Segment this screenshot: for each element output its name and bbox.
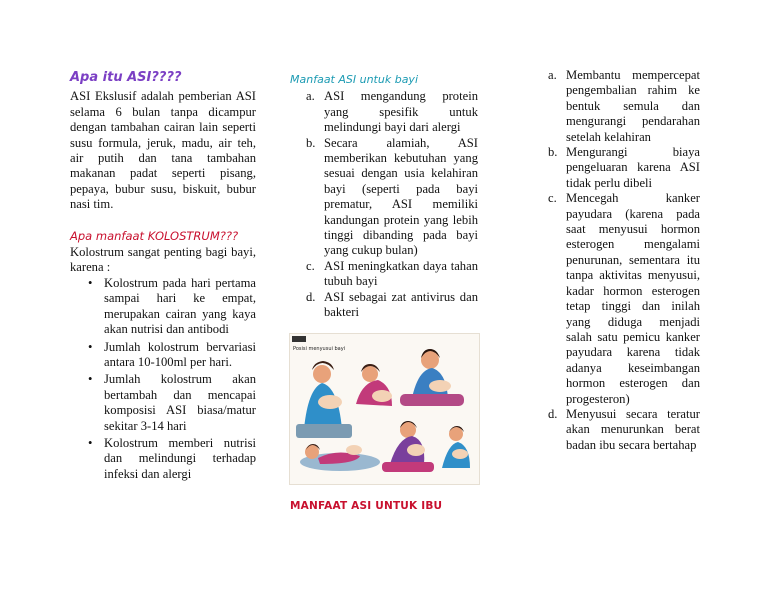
mother-football-hold: [400, 349, 464, 406]
heading-manfaat-asi-ibu: MANFAAT ASI UNTUK IBU: [290, 500, 443, 512]
breastfeeding-positions-illustration: [289, 333, 480, 485]
list-item-text: Kolostrum pada hari pertama sampai hari ke empat, merupakan cairan yang kaya akan nutrisi dan antibodi: [104, 275, 256, 337]
list-item-text: Jumlah kolostrum akan bertambah dan mencapai komposisi ASI biasa/matur sekitar 3-14 hari: [104, 372, 256, 433]
heading-manfaat-asi-bayi: Manfaat ASI untuk bayi: [290, 73, 418, 86]
list-item: [290, 136, 478, 259]
list-item: [290, 89, 478, 135]
bullet-icon: •: [88, 275, 93, 290]
mother-laid-back: [382, 421, 434, 472]
list-marker: b.: [548, 145, 558, 160]
list-item: [70, 372, 256, 434]
list-marker: a.: [306, 89, 315, 104]
list-item: [534, 68, 700, 145]
list-item: [534, 191, 700, 407]
list-item-text: Mengurangi biaya pengeluaran karena ASI tidak perlu dibeli: [566, 145, 700, 190]
list-item: [290, 259, 478, 290]
mother-side-lying: [356, 364, 392, 406]
list-item-text: Secara alamiah, ASI memberikan kebutuhan yang sesuai dengan usia kelahiran bayi (seperti pada bayi prematur, ASI memiliki kandungan protein yang lebih tinggi dibanding pada bayi yang cukup bulan): [324, 135, 478, 258]
paragraph-kolostrum-intro: Kolostrum sangat penting bagi bayi, karena :: [70, 245, 256, 275]
list-item-text: Kolostrum memberi nutrisi dan melindungi terhadap infeksi dan alergi: [104, 435, 256, 481]
bullet-icon: •: [88, 339, 93, 354]
figure-title: Posisi menyusui bayi: [293, 346, 346, 352]
list-item: [290, 290, 478, 321]
list-item: [70, 436, 256, 482]
list-item: [534, 145, 700, 191]
list-marker: d.: [306, 289, 316, 304]
heading-manfaat-kolostrum: Apa manfaat KOLOSTRUM???: [70, 228, 239, 243]
list-item-text: ASI meningkatkan daya tahan tubuh bayi: [324, 258, 478, 289]
breastfeeding-illustration-svg: [290, 334, 479, 484]
column-middle: [290, 68, 478, 321]
kolostrum-bullet-list: [70, 276, 256, 482]
list-item-text: ASI sebagai zat antivirus dan bakteri: [324, 289, 478, 320]
mother-lying-down: [300, 444, 380, 471]
mother-twins-hold: [442, 426, 470, 468]
list-item-text: Membantu mempercepat pengembalian rahim ke bentuk semula dan mengurangi pendarahan setelah kelahiran: [566, 68, 700, 144]
heading-apa-itu-asi: Apa itu ASI????: [70, 70, 182, 85]
list-item-text: Mencegah kanker payudara (karena pada saat menyusui hormon esterogen mengalami penurunan, sementara itu tanpa aktivitas menyusui, kadar hormon esterogen tetap tinggi dan inilah yang diduga menjadi salah satu pemicu kanker payudara karena tidak adanya keseimbangan hormon esterogen dan progesteron): [566, 191, 700, 406]
list-marker: d.: [548, 406, 558, 421]
list-item: [70, 276, 256, 338]
column-left: [70, 68, 256, 484]
list-item-text: Jumlah kolostrum bervariasi antara 10-100ml per hari.: [104, 339, 256, 369]
paragraph-asi-eksklusif: ASI Ekslusif adalah pemberian ASI selama 6 bulan tanpa dicampur dengan tambahan cairan lain seperti susu formula, jeruk, madu, air teh, air putih dan tana tambahan makanan padat seperti pisang, pepaya, bubur susu, biskuit, bubur nasi tim.: [70, 89, 256, 212]
list-item-text: Menyusui secara teratur akan menurunkan berat badan ibu secara bertahap: [566, 406, 700, 452]
list-marker: a.: [548, 68, 557, 82]
list-item: [534, 407, 700, 453]
list-marker: c.: [548, 191, 557, 206]
list-marker: c.: [306, 258, 315, 273]
mother-cradle-hold: [296, 361, 352, 438]
bullet-icon: •: [88, 435, 93, 450]
bullet-icon: •: [88, 372, 93, 387]
list-item-text: ASI mengandung protein yang spesifik untuk melindungi bayi dari alergi: [324, 89, 478, 135]
manfaat-ibu-list: [534, 68, 700, 453]
list-marker: b.: [306, 135, 316, 150]
manfaat-bayi-list: [290, 89, 478, 320]
figure-tag: [292, 336, 306, 342]
list-item: [70, 340, 256, 371]
column-right: [534, 68, 700, 453]
